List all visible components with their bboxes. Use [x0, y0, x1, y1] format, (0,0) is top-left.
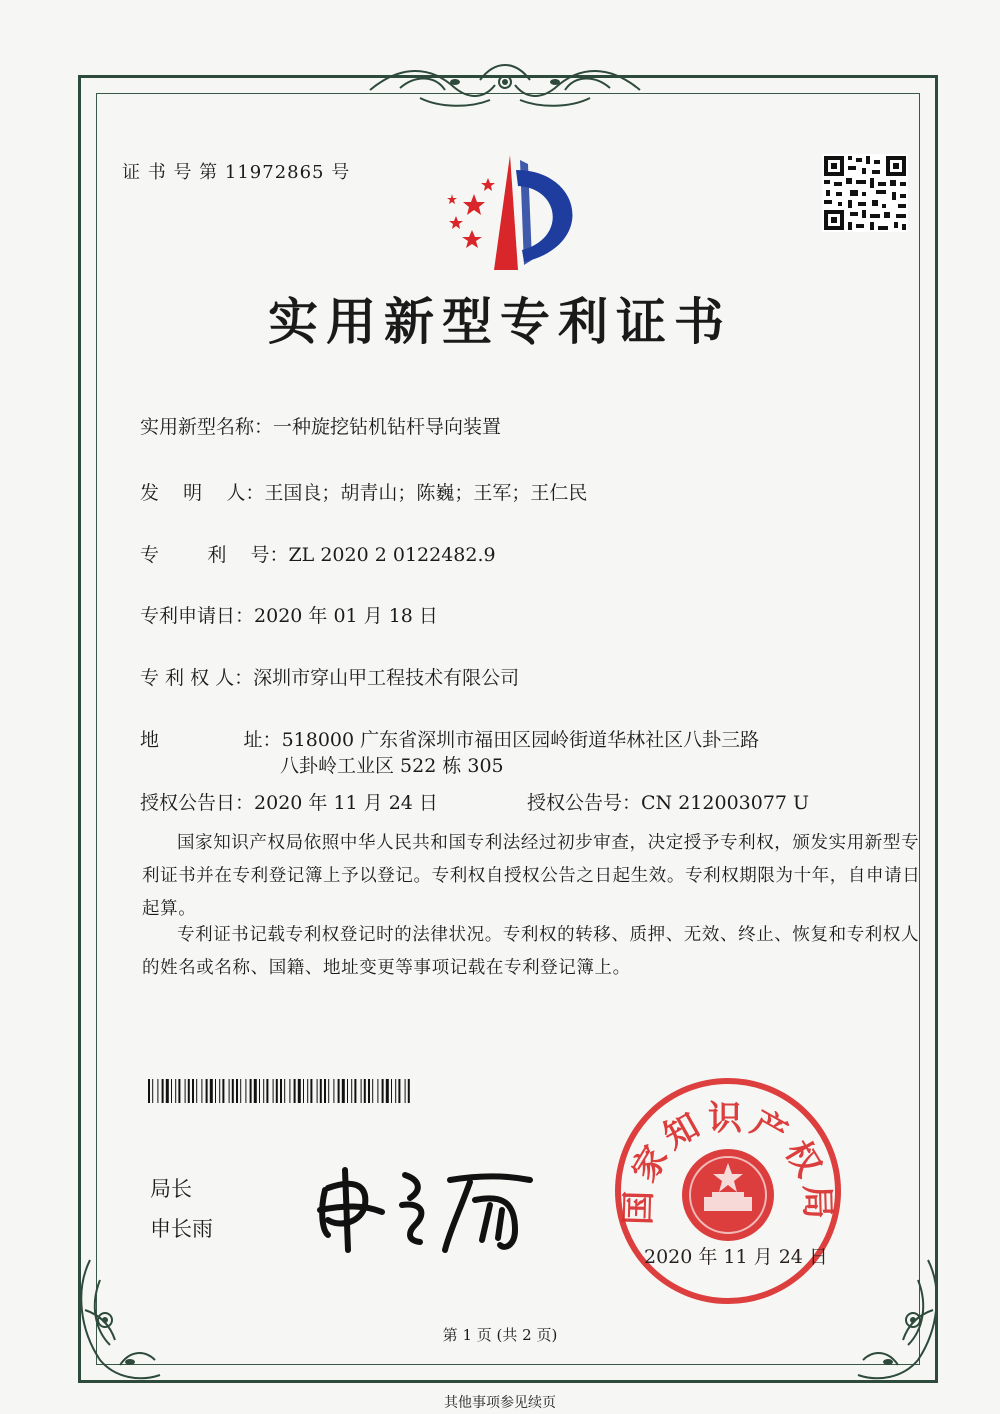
top-ornament [360, 60, 650, 110]
field-label: 专利申请日： [140, 605, 255, 627]
barcode-bar [178, 1079, 180, 1103]
inventors-row [140, 478, 587, 505]
barcode-bar [276, 1079, 278, 1103]
field-label: 地 址： [140, 729, 282, 751]
barcode-bar [201, 1079, 202, 1103]
barcode-bar [372, 1079, 373, 1103]
barcode-bar [364, 1079, 366, 1103]
statement-paragraph: 国家知识产权局依照中华人民共和国专利法经过初步审查，决定授予专利权，颁发实用新型专利证书并在专利登记簿上予以登记。专利权自授权公告之日起生效。专利权期限为十年，自申请日起算。 [142, 833, 921, 919]
grant-number-row [527, 788, 809, 815]
qr-code-icon [822, 154, 908, 232]
filing-date-row [140, 601, 438, 628]
barcode-bar [236, 1079, 238, 1103]
barcode-bar [398, 1079, 400, 1103]
field-value: 2020 年 11 月 24 日 [254, 792, 438, 814]
barcode-bar [240, 1079, 241, 1103]
field-label: 实用新型名称： [140, 416, 274, 438]
barcode-bar [368, 1079, 370, 1103]
field-label: 发 明 人： [140, 482, 265, 504]
field-value: 深圳市穿山甲工程技术有限公司 [253, 667, 520, 689]
field-value: CN 212003077 U [641, 792, 810, 814]
bottom-left-ornament [70, 1250, 170, 1390]
seal-date: 2020 年 11 月 24 日 [644, 1246, 828, 1268]
barcode-bar [320, 1079, 322, 1103]
footer-note: 其他事项参见续页 [444, 1395, 556, 1411]
seal-text: 国家知识产权局 [618, 1098, 838, 1226]
field-value: ZL 2020 2 0122482.9 [288, 544, 496, 566]
barcode-bar [222, 1079, 224, 1103]
field-value: 2020 年 01 月 18 日 [254, 605, 438, 627]
address-row [140, 725, 759, 752]
barcode-bar [405, 1079, 406, 1103]
field-label: 专 利 权 人： [140, 667, 254, 689]
barcode-bar [196, 1079, 197, 1103]
barcode-bar [395, 1079, 396, 1103]
barcode-bar [324, 1079, 326, 1103]
barcode-bar [152, 1079, 153, 1103]
barcode-bar [289, 1079, 290, 1103]
bottom-right-ornament [848, 1250, 948, 1390]
barcode-bar [171, 1079, 172, 1103]
certificate-title: 实用新型专利证书 [268, 292, 732, 351]
barcode-bar [219, 1079, 220, 1103]
barcode-bar [254, 1079, 257, 1103]
barcode-bar [382, 1079, 384, 1103]
barcode-bar [333, 1079, 334, 1103]
director-title: 局长 [150, 1177, 192, 1201]
barcode-bar [162, 1079, 164, 1103]
field-value: 一种旋挖钻机钻杆导向装置 [273, 416, 502, 438]
barcode-bar [391, 1079, 392, 1103]
barcode-bar [347, 1079, 348, 1103]
barcode-bar [266, 1079, 268, 1103]
barcode-bar [188, 1079, 190, 1103]
patentee-row [140, 663, 519, 690]
barcode-bar [185, 1079, 186, 1103]
barcode-bar [175, 1079, 176, 1103]
barcode-bar [259, 1079, 260, 1103]
grant-date-row [140, 788, 438, 815]
barcode-icon [148, 1079, 413, 1103]
barcode-bar [298, 1079, 301, 1103]
barcode-bar [245, 1079, 246, 1103]
barcode-bar [408, 1079, 410, 1103]
address-line2: 八卦岭工业区 522 栋 305 [280, 755, 504, 777]
page-number: 第 1 页 (共 2 页) [442, 1326, 558, 1344]
barcode-bar [229, 1079, 230, 1103]
barcode-bar [166, 1079, 169, 1103]
field-value: 518000 广东省深圳市福田区园岭街道华林社区八卦三路 [281, 729, 760, 751]
barcode-bar [280, 1079, 282, 1103]
barcode-bar [328, 1079, 329, 1103]
barcode-bar [157, 1079, 158, 1103]
barcode-bar [273, 1079, 274, 1103]
barcode-bar [284, 1079, 285, 1103]
director-name: 申长雨 [150, 1217, 213, 1241]
barcode-bar [317, 1079, 318, 1103]
barcode-bar [354, 1079, 356, 1103]
statement-paragraph: 专利证书记载专利权登记时的法律状况。专利权的转移、质押、无效、终止、恢复和专利权人的姓名或名称、国籍、地址变更等事项记载在专利登记簿上。 [142, 925, 920, 978]
field-label: 授权公告日： [140, 792, 255, 814]
barcode-bar [232, 1079, 234, 1103]
barcode-bar [361, 1079, 362, 1103]
barcode-bar [215, 1079, 216, 1103]
barcode-bar [263, 1079, 264, 1103]
barcode-bar [338, 1079, 340, 1103]
barcode-bar [206, 1079, 208, 1103]
barcode-bar [250, 1079, 252, 1103]
barcode-bar [148, 1079, 150, 1103]
certificate-number: 证 书 号 第 11972865 号 [122, 162, 351, 183]
field-value: 王国良；胡青山；陈巍；王军；王仁民 [264, 482, 588, 504]
national-emblem-icon [682, 1149, 774, 1241]
barcode-bar [303, 1079, 304, 1103]
utility-model-name-row [140, 412, 501, 439]
barcode-bar [294, 1079, 296, 1103]
barcode-bar [342, 1079, 345, 1103]
cnipa-logo-icon [432, 150, 592, 280]
barcode-bar [210, 1079, 213, 1103]
patent-number-row [140, 540, 496, 567]
barcode-bar [192, 1079, 194, 1103]
barcode-bar [377, 1079, 378, 1103]
barcode-bar [310, 1079, 312, 1103]
barcode-bar [386, 1079, 389, 1103]
director-signature [310, 1150, 540, 1255]
field-label: 授权公告号： [527, 792, 642, 814]
barcode-bar [307, 1079, 308, 1103]
barcode-bar [351, 1079, 352, 1103]
official-seal [612, 1075, 844, 1307]
field-label: 专 利 号： [140, 544, 289, 566]
